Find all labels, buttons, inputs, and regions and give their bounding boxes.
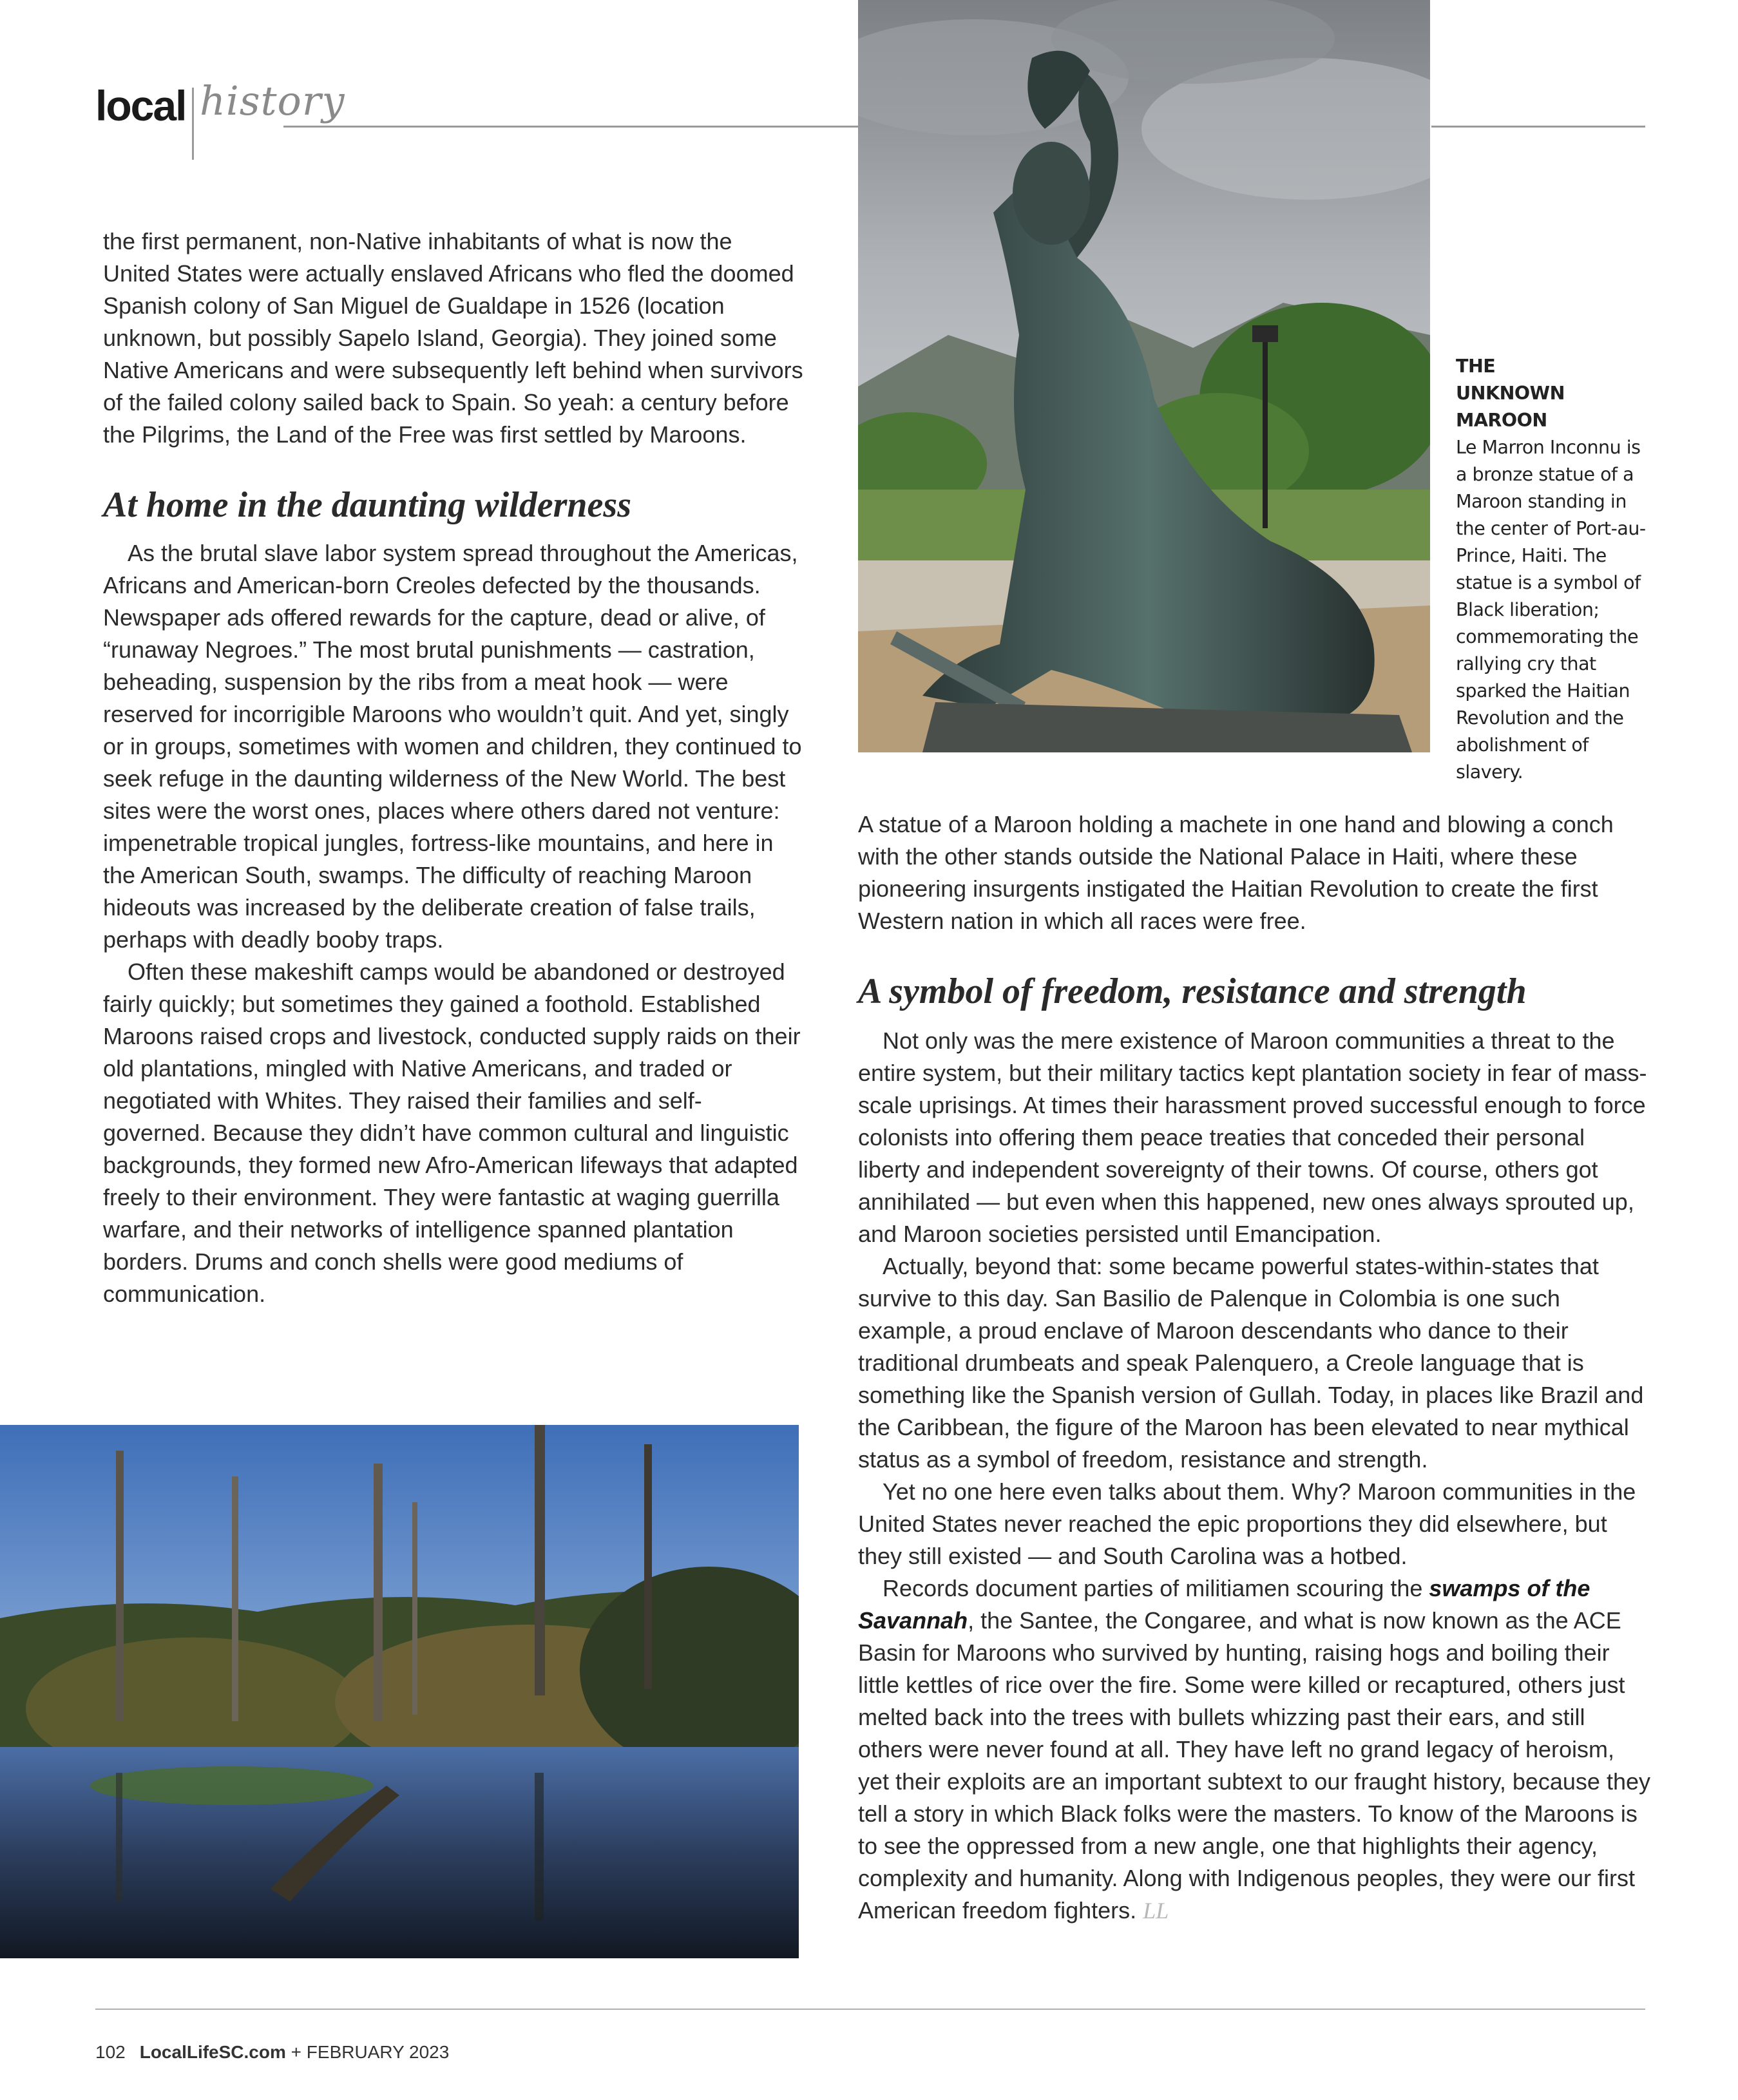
article-subheading: At home in the daunting wilderness <box>103 485 631 525</box>
article-paragraph-final <box>858 1572 1650 1927</box>
article-subheading: A symbol of freedom, resistance and strength <box>858 971 1527 1011</box>
header-rule <box>283 126 859 128</box>
article-paragraph: Often these makeshift camps would be abandoned or destroyed fairly quickly; but sometimes they gained a foothold. Established Maroons raised crops and livestock, conducted supply raids on their old plantations, mingled with Native Americans, and traded or negotiated with Whites. They raised their families and self-governed. Because they didn’t have common cultural and linguistic backgrounds, they formed new Afro-American lifeways that adapted freely to their environment. They were fantastic at waging guerrilla warfare, and their networks of intelligence spanned plantation borders. Drums and conch shells were good mediums of communication. <box>103 959 801 1307</box>
article-paragraph: Actually, beyond that: some became powerful states-within-states that survive to this day. San Basilio de Palenque in Colombia is one such example, a proud enclave of Maroon descendants who dance to their traditional drumbeats and speak Palenquero, a Creole language that is something like the Spanish version of Gullah. Today, in places like Brazil and the Caribbean, the figure of the Maroon has been elevated to near mythical status as a symbol of freedom, resistance and strength. <box>858 1253 1644 1473</box>
article-paragraph: Not only was the mere existence of Maroon communities a threat to the entire system, but their military tactics kept plantation society in fear of mass-scale uprisings. At times their harassment proved successful enough to force colonists into offering them peace treaties that conceded their personal liberty and independent sovereignty of their towns. Of course, others got annihilated — but even when this happened, new ones always sprouted up, and Maroon societies persisted until Emancipation. <box>858 1027 1647 1247</box>
site-link[interactable]: LocalLifeSC.com <box>139 2042 286 2062</box>
swamps-of-the-savannah-link[interactable]: swamps of the Savannah <box>858 1575 1590 1634</box>
issue-date: + FEBRUARY 2023 <box>291 2042 450 2062</box>
article-paragraph: the first permanent, non-Native inhabitants of what is now the United States were actually enslaved Africans who fled the doomed Spanish colony of San Miguel de Gualdape in 1526 (location unknown, but possibly Sapelo Island, Georgia). They joined some Native Americans and were subsequently left behind when survivors of the failed colony sailed back to Spain. So yeah: a century before the Pilgrims, the Land of the Free was first settled by Maroons. <box>103 228 803 448</box>
footer-rule <box>95 2009 1645 2010</box>
header-divider-vertical <box>192 88 194 160</box>
photo-caption <box>1456 353 1649 786</box>
section-label: history <box>200 77 345 124</box>
page-number: 102 <box>95 2042 126 2062</box>
swamp-photo <box>0 1425 799 1958</box>
article-paragraph: As the brutal slave labor system spread throughout the Americas, Africans and American-born Creoles defected by the thousands. Newspaper ads offered rewards for the capture, dead or alive, of “runaway Negroes.” The most brutal punishments — castration, beheading, suspension by the ribs from a meat hook — were reserved for incorrigible Maroons who wouldn’t quit. And yet, singly or in groups, sometimes with women and children, they continued to seek refuge in the daunting wilderness of the New World. The best sites were the worst ones, places where others dared not venture: impenetrable tropical jungles, fortress-like mountains, and here in the American South, swamps. The difficulty of reaching Maroon hideouts was increased by the deliberate creation of false trails, perhaps with deadly booby traps. <box>103 540 802 953</box>
magazine-logo: local <box>95 82 186 129</box>
end-mark: LL <box>1143 1898 1169 1923</box>
caption-title-line3: MAROON <box>1456 410 1547 431</box>
paragraph-text: , the Santee, the Congaree, and what is now known as the ACE Basin for Maroons who survived by hunting, raising hogs and boiling their little kettles of rice over the fire. Some were killed or recaptured, others just melted back into the trees with bullets whizzing past their ears, and still others were never found at all. They have left no grand legacy of heroism, yet their exploits are an important subtext to our fraught history, because they tell a story in which Black folks were the masters. To know of the Maroons is to see the oppressed from a new angle, one that highlights their agency, complexity and humanity. Along with Indigenous peoples, they were our first American freedom fighters. <box>858 1607 1650 1923</box>
caption-title-line2: UNKNOWN <box>1456 383 1565 404</box>
article-paragraph: A statue of a Maroon holding a machete in one hand and blowing a conch with the other stands outside the National Palace in Haiti, where these pioneering insurgents instigated the Haitian Revolution to create the first Western nation in which all races were free. <box>858 811 1614 934</box>
header-rule-right <box>1431 126 1645 128</box>
paragraph-text: Records document parties of militiamen scouring the <box>883 1575 1429 1601</box>
page-footer <box>95 2042 449 2063</box>
caption-body: Le Marron Inconnu is a bronze statue of a Maroon standing in the center of Port-au-Prince, Haiti. The statue is a symbol of Black liberation; commemorating the rallying cry that sparked the Haitian Revolution and the abolishment of slavery. <box>1456 437 1646 783</box>
article-column-left <box>103 225 804 1310</box>
article-column-right <box>858 808 1650 1927</box>
statue-photo <box>858 0 1430 752</box>
caption-title-line1: THE <box>1456 356 1496 377</box>
article-paragraph: Yet no one here even talks about them. Why? Maroon communities in the United States never reached the epic proportions they did elsewhere, but they still existed — and South Carolina was a hotbed. <box>858 1478 1636 1569</box>
